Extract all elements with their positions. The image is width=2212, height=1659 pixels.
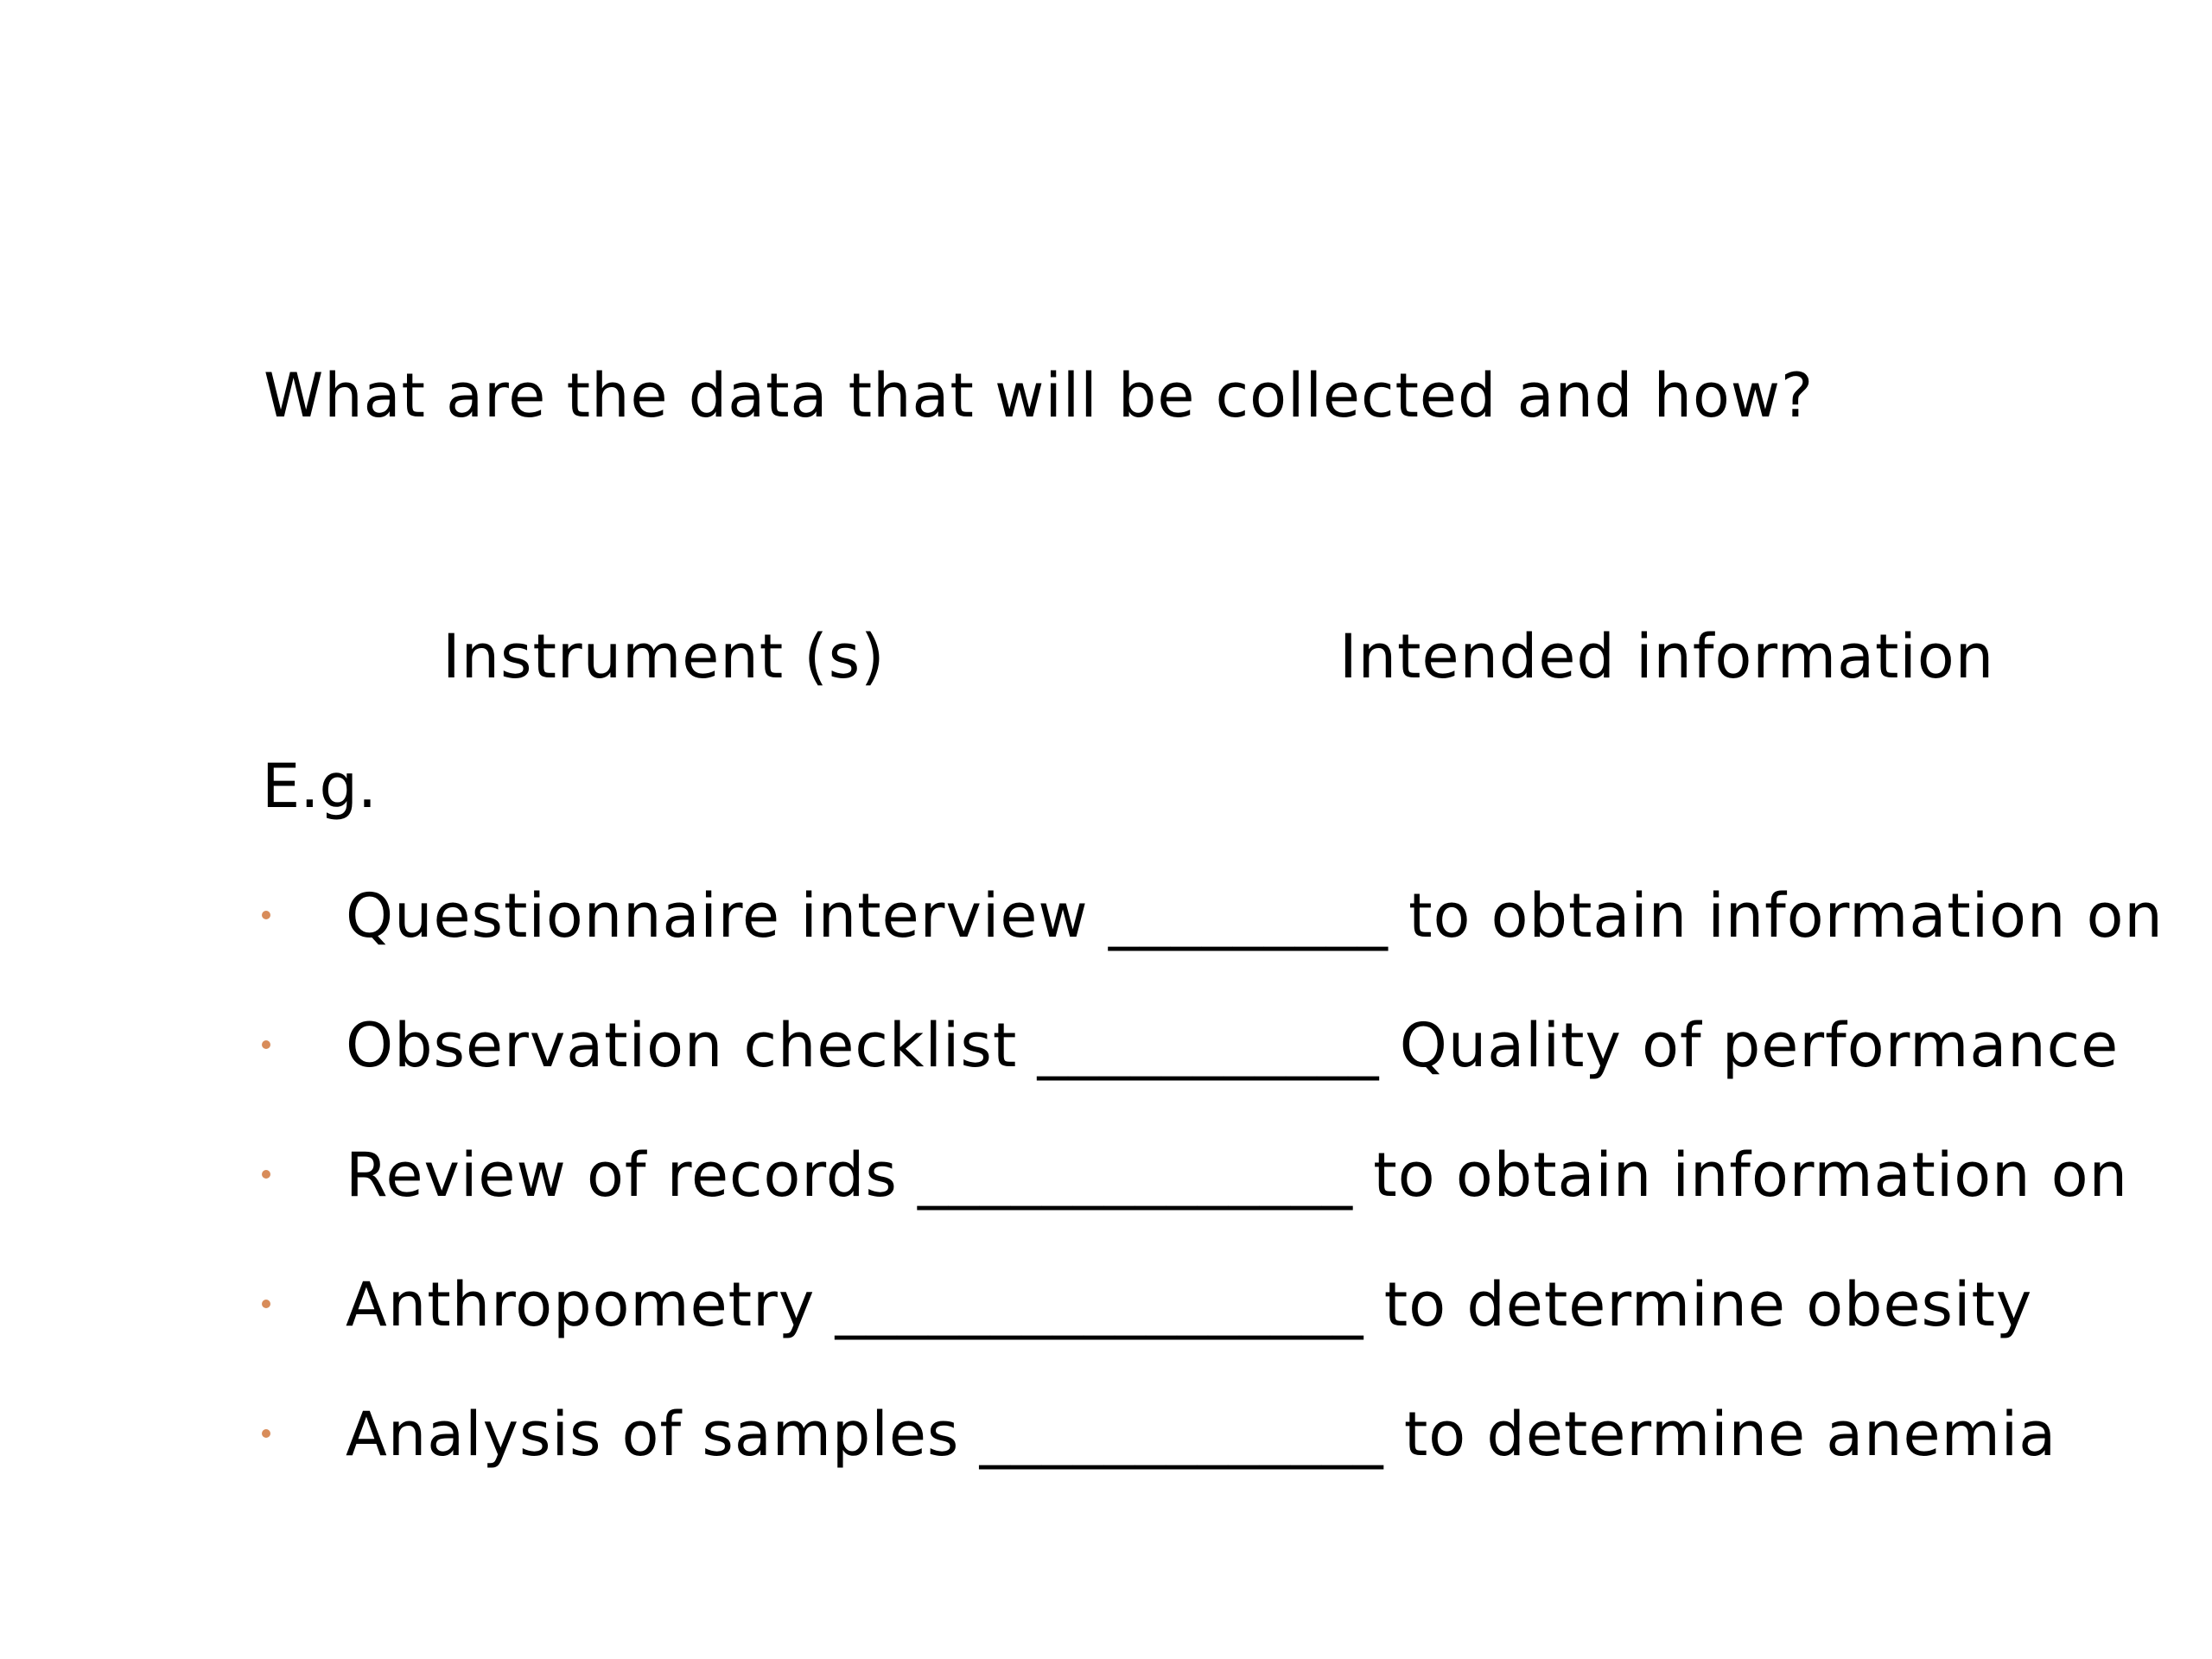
list-item-text: Analysis of samples _____________ to determine anemia (346, 1399, 2057, 1470)
list-item (0, 1262, 2212, 1348)
list-item-text: Observation checklist ___________ Quality of performance (346, 1010, 2120, 1081)
list-item (0, 1391, 2212, 1478)
list-item (0, 1002, 2212, 1089)
list-item-text: Review of records ______________ to obtain information on (346, 1140, 2128, 1211)
column-header-instrument: Instrument (s) (442, 621, 886, 692)
column-header-intended-information: Intended information (1339, 621, 1995, 692)
example-label: E.g. (262, 751, 378, 822)
list-item (0, 873, 2212, 959)
list-item-text: Questionnaire interview _________ to obtain information on (346, 880, 2164, 951)
bullet-icon (262, 911, 270, 919)
bullet-icon (262, 1300, 270, 1308)
bullet-icon (262, 1040, 270, 1049)
bullet-icon (262, 1170, 270, 1179)
bullet-icon (262, 1429, 270, 1438)
list-item (0, 1132, 2212, 1218)
list-item-text: Anthropometry _________________ to determine obesity (346, 1269, 2033, 1340)
slide-title: What are the data that will be collected and how? (264, 360, 1815, 431)
